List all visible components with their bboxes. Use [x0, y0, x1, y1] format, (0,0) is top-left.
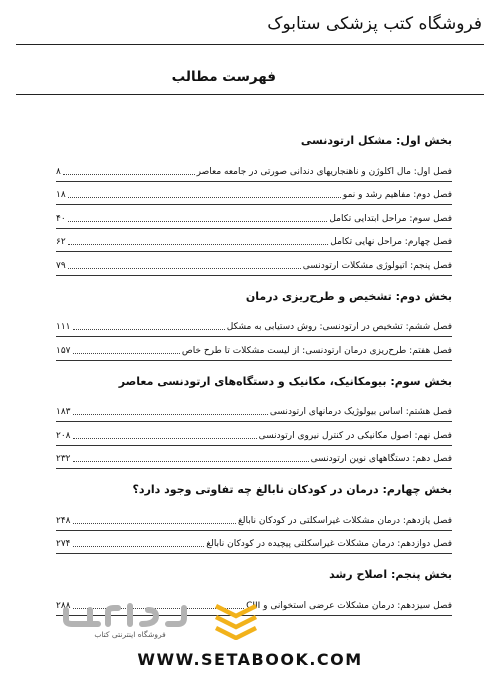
toc-part — [56, 483, 452, 554]
dot-leader — [73, 414, 268, 415]
page-number: ۴۰ — [56, 213, 66, 224]
dot-leader — [73, 329, 225, 330]
chapter-entry[interactable] — [56, 252, 452, 276]
chapter-title: فصل سوم: مراحل ابتدایی تکامل — [329, 213, 452, 224]
logo-subtitle: فروشگاه اینترنتی کتاب — [94, 630, 166, 639]
page-number: ۲۴۸ — [56, 515, 71, 526]
chapter-title: فصل دوازدهم: درمان مشکلات غیراسکلتی پیچیده در کودکان نابالغ — [206, 539, 452, 549]
chapter-entry[interactable] — [56, 422, 452, 446]
part-heading: بخش سوم: بیومکانیک، مکانیک و دستگاه‌های ارتودنسی معاصر — [118, 374, 452, 388]
dot-leader — [68, 221, 328, 222]
page-number: ۱۱۱ — [56, 322, 71, 332]
chapter-title: فصل دهم: دستگاههای نوین ارتودنسی — [310, 454, 452, 464]
chapter-title: فصل نهم: اصول مکانیکی در کنترل نیروی ارتودنسی — [258, 430, 452, 441]
part-heading: بخش اول: مشکل ارتودنسی — [300, 134, 452, 147]
chapter-title: فصل سیزدهم: درمان مشکلات عرضی استخوانی و CIII — [246, 600, 452, 611]
page-number: ۱۸۳ — [56, 407, 71, 417]
header-rule — [16, 44, 484, 45]
chapter-title: فصل هشتم: اساس بیولوژیک درمانهای ارتودنسی — [269, 407, 452, 417]
chapter-entry[interactable] — [56, 337, 452, 361]
chapter-entry[interactable] — [56, 507, 452, 531]
dot-leader — [73, 461, 309, 462]
page-number: ۱۵۷ — [56, 345, 71, 356]
chapter-entry[interactable] — [56, 205, 452, 229]
page-number: ۲۰۸ — [56, 430, 71, 441]
toc-part — [56, 134, 452, 276]
chapter-title: فصل یازدهم: درمان مشکلات غیراسکلتی در کودکان نابالغ — [237, 515, 452, 526]
chapter-entry[interactable] — [56, 314, 452, 338]
website-url[interactable]: WWW.SETABOOK.COM — [137, 650, 363, 669]
dot-leader — [68, 268, 301, 269]
chapter-entry[interactable] — [56, 229, 452, 253]
chapter-title: فصل چهارم: مراحل نهایی تکامل — [330, 237, 452, 247]
chapter-title: فصل اول: مال اکلوژن و ناهنجاریهای دندانی صورتی در جامعه معاصر — [196, 166, 452, 177]
chapter-entry[interactable] — [56, 158, 452, 182]
toc-part — [56, 375, 452, 470]
setabook-logo — [60, 600, 260, 640]
store-title: فروشگاه کتب پزشکی ستابوک — [267, 14, 482, 34]
toc-part — [56, 290, 452, 361]
toc-title: فهرست مطالب — [171, 69, 276, 85]
chapter-title: فصل ششم: تشخیص در ارتودنسی: روش دستیابی به مشکل — [226, 322, 452, 332]
chapter-entry[interactable] — [56, 182, 452, 206]
chapter-title: فصل پنجم: اتیولوژی مشکلات ارتودنسی — [302, 260, 452, 271]
dot-leader — [73, 353, 180, 354]
part-heading: بخش دوم: تشخیص و طرح‌ریزی درمان — [245, 289, 452, 303]
toc-title-wrap — [16, 66, 484, 85]
page-number: ۲۳۲ — [56, 454, 71, 464]
part-heading: بخش چهارم: درمان در کودکان نابالغ چه تفاوتی وجود دارد؟ — [132, 483, 452, 496]
chapter-entry[interactable] — [56, 399, 452, 423]
page-header — [18, 14, 482, 34]
page-number: ۶۲ — [56, 237, 66, 247]
dot-leader — [68, 197, 341, 198]
toc-title-rule — [16, 94, 484, 95]
part-heading: بخش پنجم: اصلاح رشد — [329, 568, 452, 581]
dot-leader — [63, 174, 195, 175]
page-number: ۸ — [56, 166, 61, 177]
chapter-title: فصل دوم: مفاهیم رشد و نمو — [342, 190, 452, 200]
table-of-contents — [56, 134, 452, 630]
page-number: ۲۷۴ — [56, 539, 71, 549]
logo-wordmark — [60, 600, 190, 630]
chapter-entry[interactable] — [56, 446, 452, 470]
page-number: ۱۸ — [56, 190, 66, 200]
chapter-title: فصل هفتم: طرح‌ریزی درمان ارتودنسی: از لیست مشکلات تا طرح خاص — [181, 345, 452, 356]
dot-leader — [73, 523, 236, 524]
dot-leader — [73, 546, 205, 547]
dot-leader — [68, 244, 329, 245]
page-number: ۲۸۸ — [56, 600, 71, 611]
dot-leader — [73, 438, 257, 439]
chapter-entry[interactable] — [56, 531, 452, 555]
book-stack-icon — [212, 600, 260, 640]
page-number: ۷۹ — [56, 260, 66, 271]
